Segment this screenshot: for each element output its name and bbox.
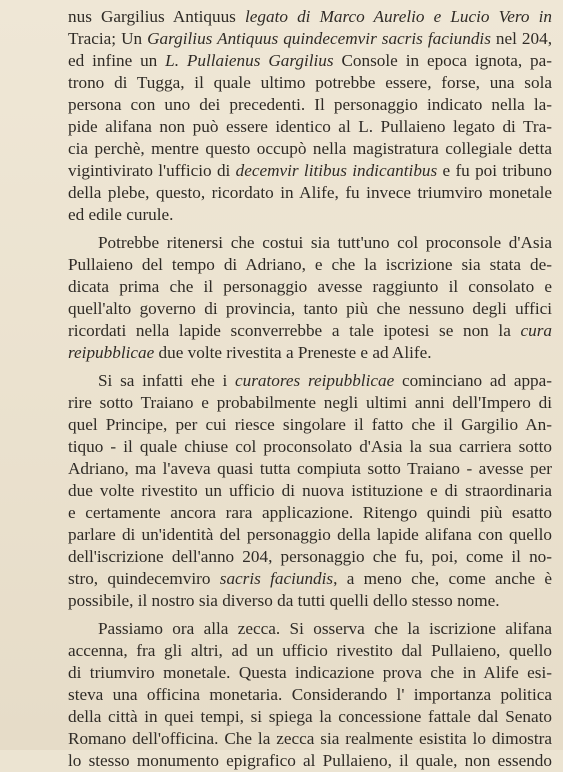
text-line: tiquo - il quale chiuse col proconsolato d'Asia la sua carriera sotto (68, 437, 552, 456)
text-line: dell'iscrizione dell'anno 204, personaggio che fu, poi, come il no- (68, 547, 552, 566)
text-line: ricordati nella lapide sconverrebbe a tale ipotesi se non la cura (68, 321, 552, 340)
text-line: possibile, il nostro sia diverso da tutti quelli dello stesso nome. (68, 591, 500, 610)
text-line: trono di Tugga, il quale ultimo potrebbe essere, forse, una sola (68, 73, 552, 92)
text-line: rire sotto Traiano e probabilmente negli ultimi anni dell'Impero di (68, 393, 552, 412)
text-line: reipubblicae due volte rivestita a Preneste e ad Alife. (68, 343, 432, 362)
text-line: di triumviro monetale. Questa indicazione prova che in Alife esi- (68, 663, 552, 682)
text-line: ed infine un L. Pullaienus Gargilius Console in epoca ignota, pa- (68, 51, 552, 70)
text-line: Romano dell'officina. Che la zecca sia realmente esistita lo dimostra (68, 729, 552, 748)
text-line: Potrebbe ritenersi che costui sia tutt'uno col proconsole d'Asia (98, 233, 552, 252)
text-line: due volte rivestito un ufficio di nuova istituzione e di straordinaria (68, 481, 552, 500)
text-line: Tracia; Un Gargilius Antiquus quindecemvir sacris faciundis nel 204, (68, 29, 553, 48)
text-line: Pullaieno del tempo di Adriano, e che la iscrizione sia stata de- (68, 255, 552, 274)
text-line: lo stesso monumento epigrafico al Pullaieno, il quale, non essendo (68, 751, 552, 770)
text-line: stro, quindecemviro sacris faciundis, a meno che, come anche è (68, 569, 553, 588)
text-line: della plebe, questo, ricordato in Alife, fu invece triumviro monetale (68, 183, 552, 202)
text-line: quel Principe, per cui riesce singolare il fatto che il Gargilio An- (68, 415, 552, 434)
text-line: steva una officina monetaria. Considerando l' importanza politica (68, 685, 552, 704)
text-line: quell'alto governo di provincia, tanto più che nessuno degli uffici (68, 299, 552, 318)
text-line: vigintivirato l'ufficio di decemvir litibus indicantibus e fu poi tribuno (68, 161, 552, 180)
text-line: e certamente ancora rara applicazione. Ritengo quindi più esatto (68, 503, 552, 522)
text-line: della città in quei tempi, si spiega la concessione fattale dal Senato (68, 707, 552, 726)
text-line: cia perchè, mentre questo occupò nella magistratura collegiale detta (68, 139, 552, 158)
text-line: dicata prima che il personaggio avesse raggiunto il consolato e (68, 277, 552, 296)
text-line: Passiamo ora alla zecca. Si osserva che la iscrizione alifana (98, 619, 552, 638)
text-line: ed edile curule. (68, 205, 174, 224)
text-line: accenna, fra gli altri, ad un ufficio rivestito dal Pullaieno, quello (68, 641, 552, 660)
text-line: pide alifana non può essere identico al L. Pullaieno legato di Tra- (68, 117, 552, 136)
text-line: persona con uno dei precedenti. Il personaggio indicato nella la- (68, 95, 552, 114)
text-line: Si sa infatti ehe i curatores reipubblicae cominciano ad appa- (98, 371, 552, 390)
text-line: Adriano, ma l'aveva quasi tutta compiuta sotto Traiano - avesse per (68, 459, 552, 478)
text-line: parlare di un'identità del personaggio della lapide alifana con quello (68, 525, 552, 544)
text-line: nus Gargilius Antiquus legato di Marco Aurelio e Lucio Vero in (68, 7, 552, 26)
